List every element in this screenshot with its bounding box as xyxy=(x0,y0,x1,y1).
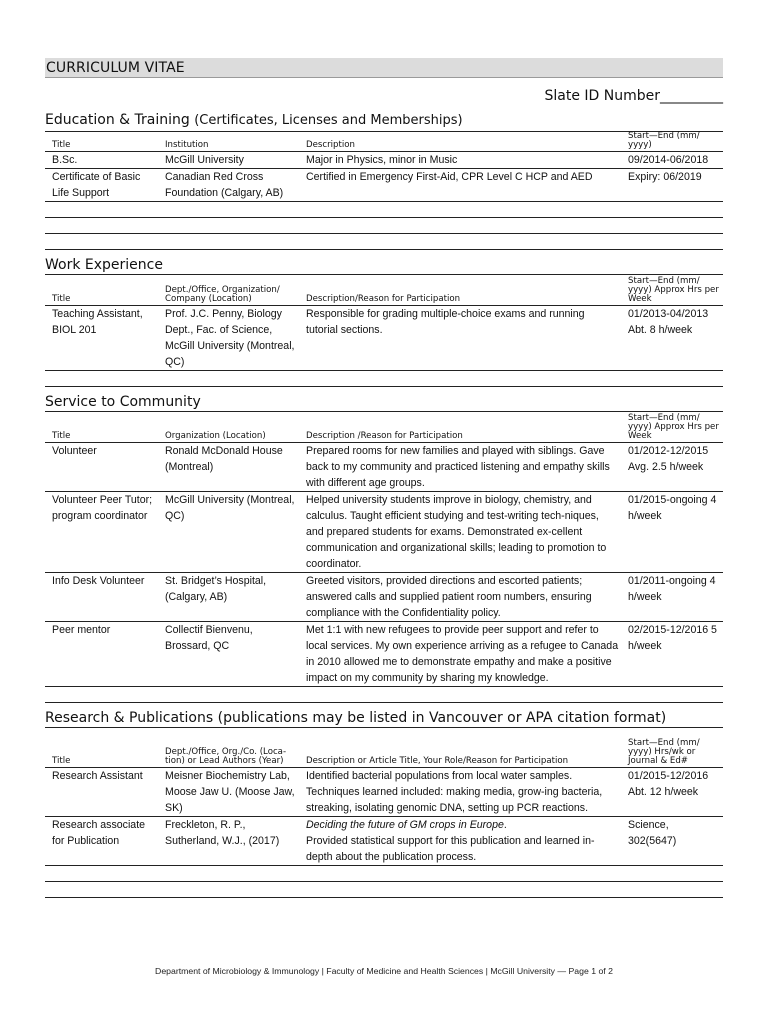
education-heading-sub: (Certificates, Licenses and Memberships) xyxy=(194,113,463,128)
research-heading: Research & Publications (publications may be listed in Vancouver or APA citation format) xyxy=(45,710,667,726)
table-row xyxy=(45,443,723,492)
table-cell: Certificate of Basic Life Support xyxy=(45,169,158,202)
table-cell: Volunteer xyxy=(45,443,158,492)
column-header: Description/Reason for Participation xyxy=(299,275,621,306)
table-cell: Teaching Assistant, BIOL 201 xyxy=(45,306,158,371)
column-header: Title xyxy=(45,132,158,152)
work-heading: Work Experience xyxy=(45,257,163,273)
table-row xyxy=(45,492,723,573)
column-header: Institution xyxy=(158,132,299,152)
column-header: Description /Reason for Participation xyxy=(299,412,621,443)
column-header: Start—End (mm/ yyyy) xyxy=(621,132,723,152)
table-cell: Freckleton, R. P., Sutherland, W.J., (2017) xyxy=(158,817,299,866)
blank-row xyxy=(45,234,723,250)
document-title: CURRICULUM VITAE xyxy=(45,58,723,78)
table-cell: Prof. J.C. Penny, Biology Dept., Fac. of Science, McGill University (Montreal, QC) xyxy=(158,306,299,371)
table-cell: Major in Physics, minor in Music xyxy=(299,152,621,169)
column-header: Organization (Location) xyxy=(158,412,299,443)
column-header: Dept./Office, Org./Co. (Loca-tion) or Lead Authors (Year) xyxy=(158,728,299,768)
cv-page xyxy=(45,58,723,898)
table-cell: 01/2015-ongoing 4 h/week xyxy=(621,492,723,573)
table-cell: Meisner Biochemistry Lab, Moose Jaw U. (Moose Jaw, SK) xyxy=(158,768,299,817)
slate-id-label: Slate ID Number_________ xyxy=(544,88,723,104)
column-header: Dept./Office, Organization/ Company (Location) xyxy=(158,275,299,306)
table-cell: St. Bridget’s Hospital, (Calgary, AB) xyxy=(158,573,299,622)
research-table xyxy=(45,727,723,898)
table-cell: McGill University (Montreal, QC) xyxy=(158,492,299,573)
table-cell: Peer mentor xyxy=(45,622,158,687)
education-heading-main: Education & Training xyxy=(45,112,190,128)
table-row xyxy=(45,768,723,817)
table-cell: Research Assistant xyxy=(45,768,158,817)
table-cell: 02/2015-12/2016 5 h/week xyxy=(621,622,723,687)
table-row xyxy=(45,817,723,866)
table-cell: 01/2011-ongoing 4 h/week xyxy=(621,573,723,622)
table-cell: Collectif Bienvenu, Brossard, QC xyxy=(158,622,299,687)
column-header: Start—End (mm/ yyyy) Approx Hrs per Week xyxy=(621,412,723,443)
table-cell: Expiry: 06/2019 xyxy=(621,169,723,202)
table-cell: McGill University xyxy=(158,152,299,169)
column-header: Title xyxy=(45,728,158,768)
table-cell: 09/2014-06/2018 xyxy=(621,152,723,169)
blank-row xyxy=(45,866,723,882)
table-cell: Research associate for Publication xyxy=(45,817,158,866)
table-row xyxy=(45,622,723,687)
table-cell: 01/2012-12/2015 Avg. 2.5 h/week xyxy=(621,443,723,492)
article-role: Provided statistical support for this publication and learned in-depth about the publication process. xyxy=(306,835,595,863)
table-cell: Helped university students improve in biology, chemistry, and calculus. Taught efficient studying and test-writing tech-niques, and prepared students for exams. Demonstrated ex-cellent communication and organizational skills; leading to promotion to coordinator. xyxy=(299,492,621,573)
column-header: Title xyxy=(45,412,158,443)
column-header: Start—End (mm/ yyyy) Hrs/wk or Journal & Ed# xyxy=(621,728,723,768)
table-cell: Volunteer Peer Tutor; program coordinator xyxy=(45,492,158,573)
education-heading xyxy=(45,112,723,129)
education-table xyxy=(45,131,723,250)
table-row xyxy=(45,152,723,169)
table-cell: B.Sc. xyxy=(45,152,158,169)
column-header: Start—End (mm/ yyyy) Approx Hrs per Week xyxy=(621,275,723,306)
table-row xyxy=(45,306,723,371)
community-table xyxy=(45,411,723,703)
table-cell: Prepared rooms for new families and played with siblings. Gave back to my community and practiced listening and empathy skills with different age groups. xyxy=(299,443,621,492)
table-cell: Met 1:1 with new refugees to provide peer support and refer to local services. My own experience arriving as a refugee to Canada in 2010 allowed me to demonstrate empathy and make a positive impact on my community by sharing my knowledge. xyxy=(299,622,621,687)
table-cell: 01/2015-12/2016 Abt. 12 h/week xyxy=(621,768,723,817)
column-header: Description xyxy=(299,132,621,152)
table-cell: Certified in Emergency First-Aid, CPR Level C HCP and AED xyxy=(299,169,621,202)
table-cell: Info Desk Volunteer xyxy=(45,573,158,622)
page-footer: Department of Microbiology & Immunology | Faculty of Medicine and Health Sciences | McGill University — Page 1 of 2 xyxy=(155,966,613,976)
table-cell: Deciding the future of GM crops in Europe. Provided statistical support for this publication and learned in-depth about the publication process. xyxy=(299,817,621,866)
table-cell: Responsible for grading multiple-choice exams and running tutorial sections. xyxy=(299,306,621,371)
table-cell: Identified bacterial populations from local water samples. Techniques learned included: making media, grow-ing bacteria, streaking, isolating genomic DNA, setting up PCR reactions. xyxy=(299,768,621,817)
blank-row xyxy=(45,882,723,898)
table-cell: Canadian Red Cross Foundation (Calgary, AB) xyxy=(158,169,299,202)
article-title: Deciding the future of GM crops in Europe xyxy=(306,819,504,831)
blank-row xyxy=(45,371,723,387)
blank-row xyxy=(45,218,723,234)
table-cell: Science, 302(5647) xyxy=(621,817,723,866)
table-row xyxy=(45,169,723,202)
work-table xyxy=(45,274,723,387)
table-cell: 01/2013-04/2013 Abt. 8 h/week xyxy=(621,306,723,371)
table-row xyxy=(45,573,723,622)
column-header: Description or Article Title, Your Role/Reason for Participation xyxy=(299,728,621,768)
table-cell: Greeted visitors, provided directions and escorted patients; answered calls and supplied patient room numbers, ensuring compliance with the Confidentiality policy. xyxy=(299,573,621,622)
community-heading: Service to Community xyxy=(45,394,201,410)
blank-row xyxy=(45,202,723,218)
table-cell: Ronald McDonald House (Montreal) xyxy=(158,443,299,492)
blank-row xyxy=(45,687,723,703)
column-header: Title xyxy=(45,275,158,306)
